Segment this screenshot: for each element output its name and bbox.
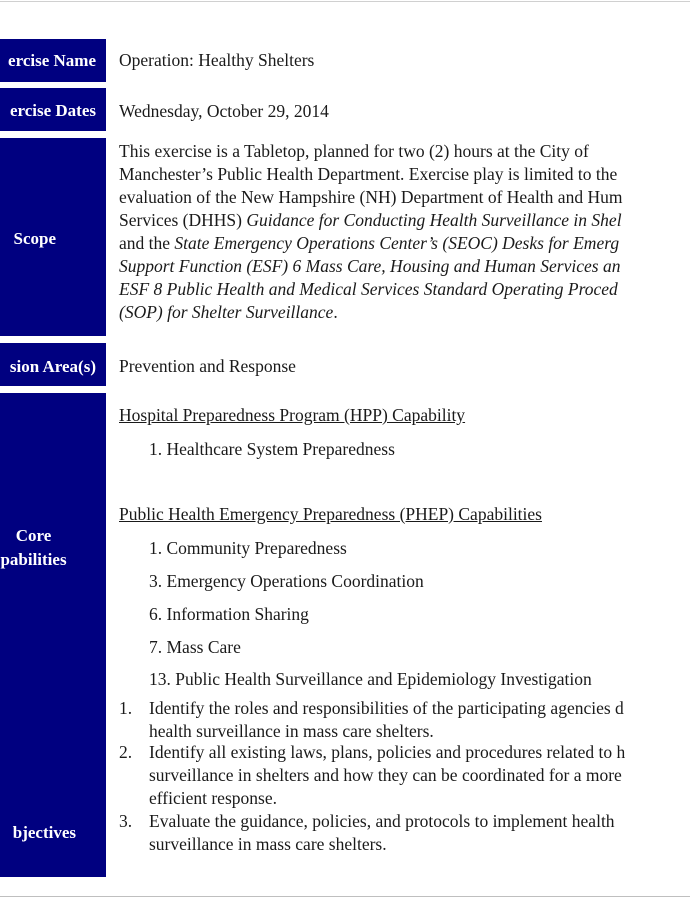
scope-label-text: Scope bbox=[13, 229, 56, 248]
bottom-divider bbox=[0, 896, 690, 897]
sop-title: (SOP) for Shelter Surveillance bbox=[119, 302, 334, 322]
objective-number: 3. bbox=[119, 811, 133, 831]
hpp-heading: Hospital Preparedness Program (HPP) Capability bbox=[119, 405, 466, 425]
exercise-name-label bbox=[0, 39, 106, 82]
scope-line-plain: Services (DHHS) bbox=[119, 210, 247, 230]
exercise-name-label-text: ercise Name bbox=[8, 51, 96, 70]
objective-number: 2. bbox=[119, 742, 133, 762]
objective-line: health surveillance in mass care shelters. bbox=[149, 721, 434, 741]
scope-line: Support Function (ESF) 6 Mass Care, Housing and Human Services an bbox=[119, 256, 621, 276]
scope-line-plain: . bbox=[333, 302, 338, 322]
mission-areas-label bbox=[0, 343, 106, 386]
objectives-label bbox=[0, 695, 106, 877]
phep-item: 7. Mass Care bbox=[149, 637, 241, 657]
top-divider bbox=[0, 1, 690, 2]
phep-item: 3. Emergency Operations Coordination bbox=[149, 571, 424, 591]
objective-line: surveillance in mass care shelters. bbox=[149, 834, 387, 854]
hpp-item: 1. Healthcare System Preparedness bbox=[149, 439, 395, 459]
phep-heading: Public Health Emergency Preparedness (PHEP) Capabilities bbox=[119, 504, 542, 524]
exercise-dates-label bbox=[0, 88, 106, 131]
scope-line bbox=[119, 232, 619, 255]
scope-line-plain: and the bbox=[119, 233, 175, 253]
objective-line: efficient response. bbox=[149, 788, 277, 808]
exercise-dates-label-text: ercise Dates bbox=[9, 101, 96, 120]
guidance-title: Guidance for Conducting Health Surveillance in Shel bbox=[246, 210, 622, 230]
seoc-desks-title: State Emergency Operations Center’s (SEOC) Desks for Emerg bbox=[174, 233, 620, 253]
scope-line bbox=[119, 209, 622, 232]
core-capabilities-label-line: pabilities bbox=[0, 550, 67, 569]
objective-line: surveillance in shelters and how they can be coordinated for a more bbox=[149, 765, 622, 785]
exercise-dates-value: Wednesday, October 29, 2014 bbox=[119, 101, 329, 121]
scope-line: ESF 8 Public Health and Medical Services Standard Operating Proced bbox=[119, 279, 618, 299]
scope-line: evaluation of the New Hampshire (NH) Department of Health and Hum bbox=[119, 187, 623, 207]
scope-line: This exercise is a Tabletop, planned for two (2) hours at the City of bbox=[119, 141, 589, 161]
core-capabilities-label-line: Core bbox=[15, 526, 52, 545]
scope-label bbox=[0, 138, 106, 336]
mission-areas-label-text: sion Area(s) bbox=[9, 357, 96, 376]
phep-item: 6. Information Sharing bbox=[149, 604, 309, 624]
scope-line: Manchester’s Public Health Department. Exercise play is limited to the bbox=[119, 164, 618, 184]
objective-line: Identify the roles and responsibilities of the participating agencies d bbox=[149, 698, 624, 718]
objective-line: Evaluate the guidance, policies, and protocols to implement health bbox=[149, 811, 615, 831]
objective-number: 1. bbox=[119, 698, 133, 718]
objective-line: Identify all existing laws, plans, policies and procedures related to h bbox=[149, 742, 626, 762]
objectives-label-text: bjectives bbox=[12, 823, 76, 842]
mission-areas-value: Prevention and Response bbox=[119, 356, 296, 376]
scope-line bbox=[119, 301, 338, 324]
exercise-name-value: Operation: Healthy Shelters bbox=[119, 50, 315, 70]
phep-item: 13. Public Health Surveillance and Epidemiology Investigation bbox=[149, 669, 592, 689]
phep-item: 1. Community Preparedness bbox=[149, 538, 347, 558]
core-capabilities-label bbox=[0, 393, 106, 695]
